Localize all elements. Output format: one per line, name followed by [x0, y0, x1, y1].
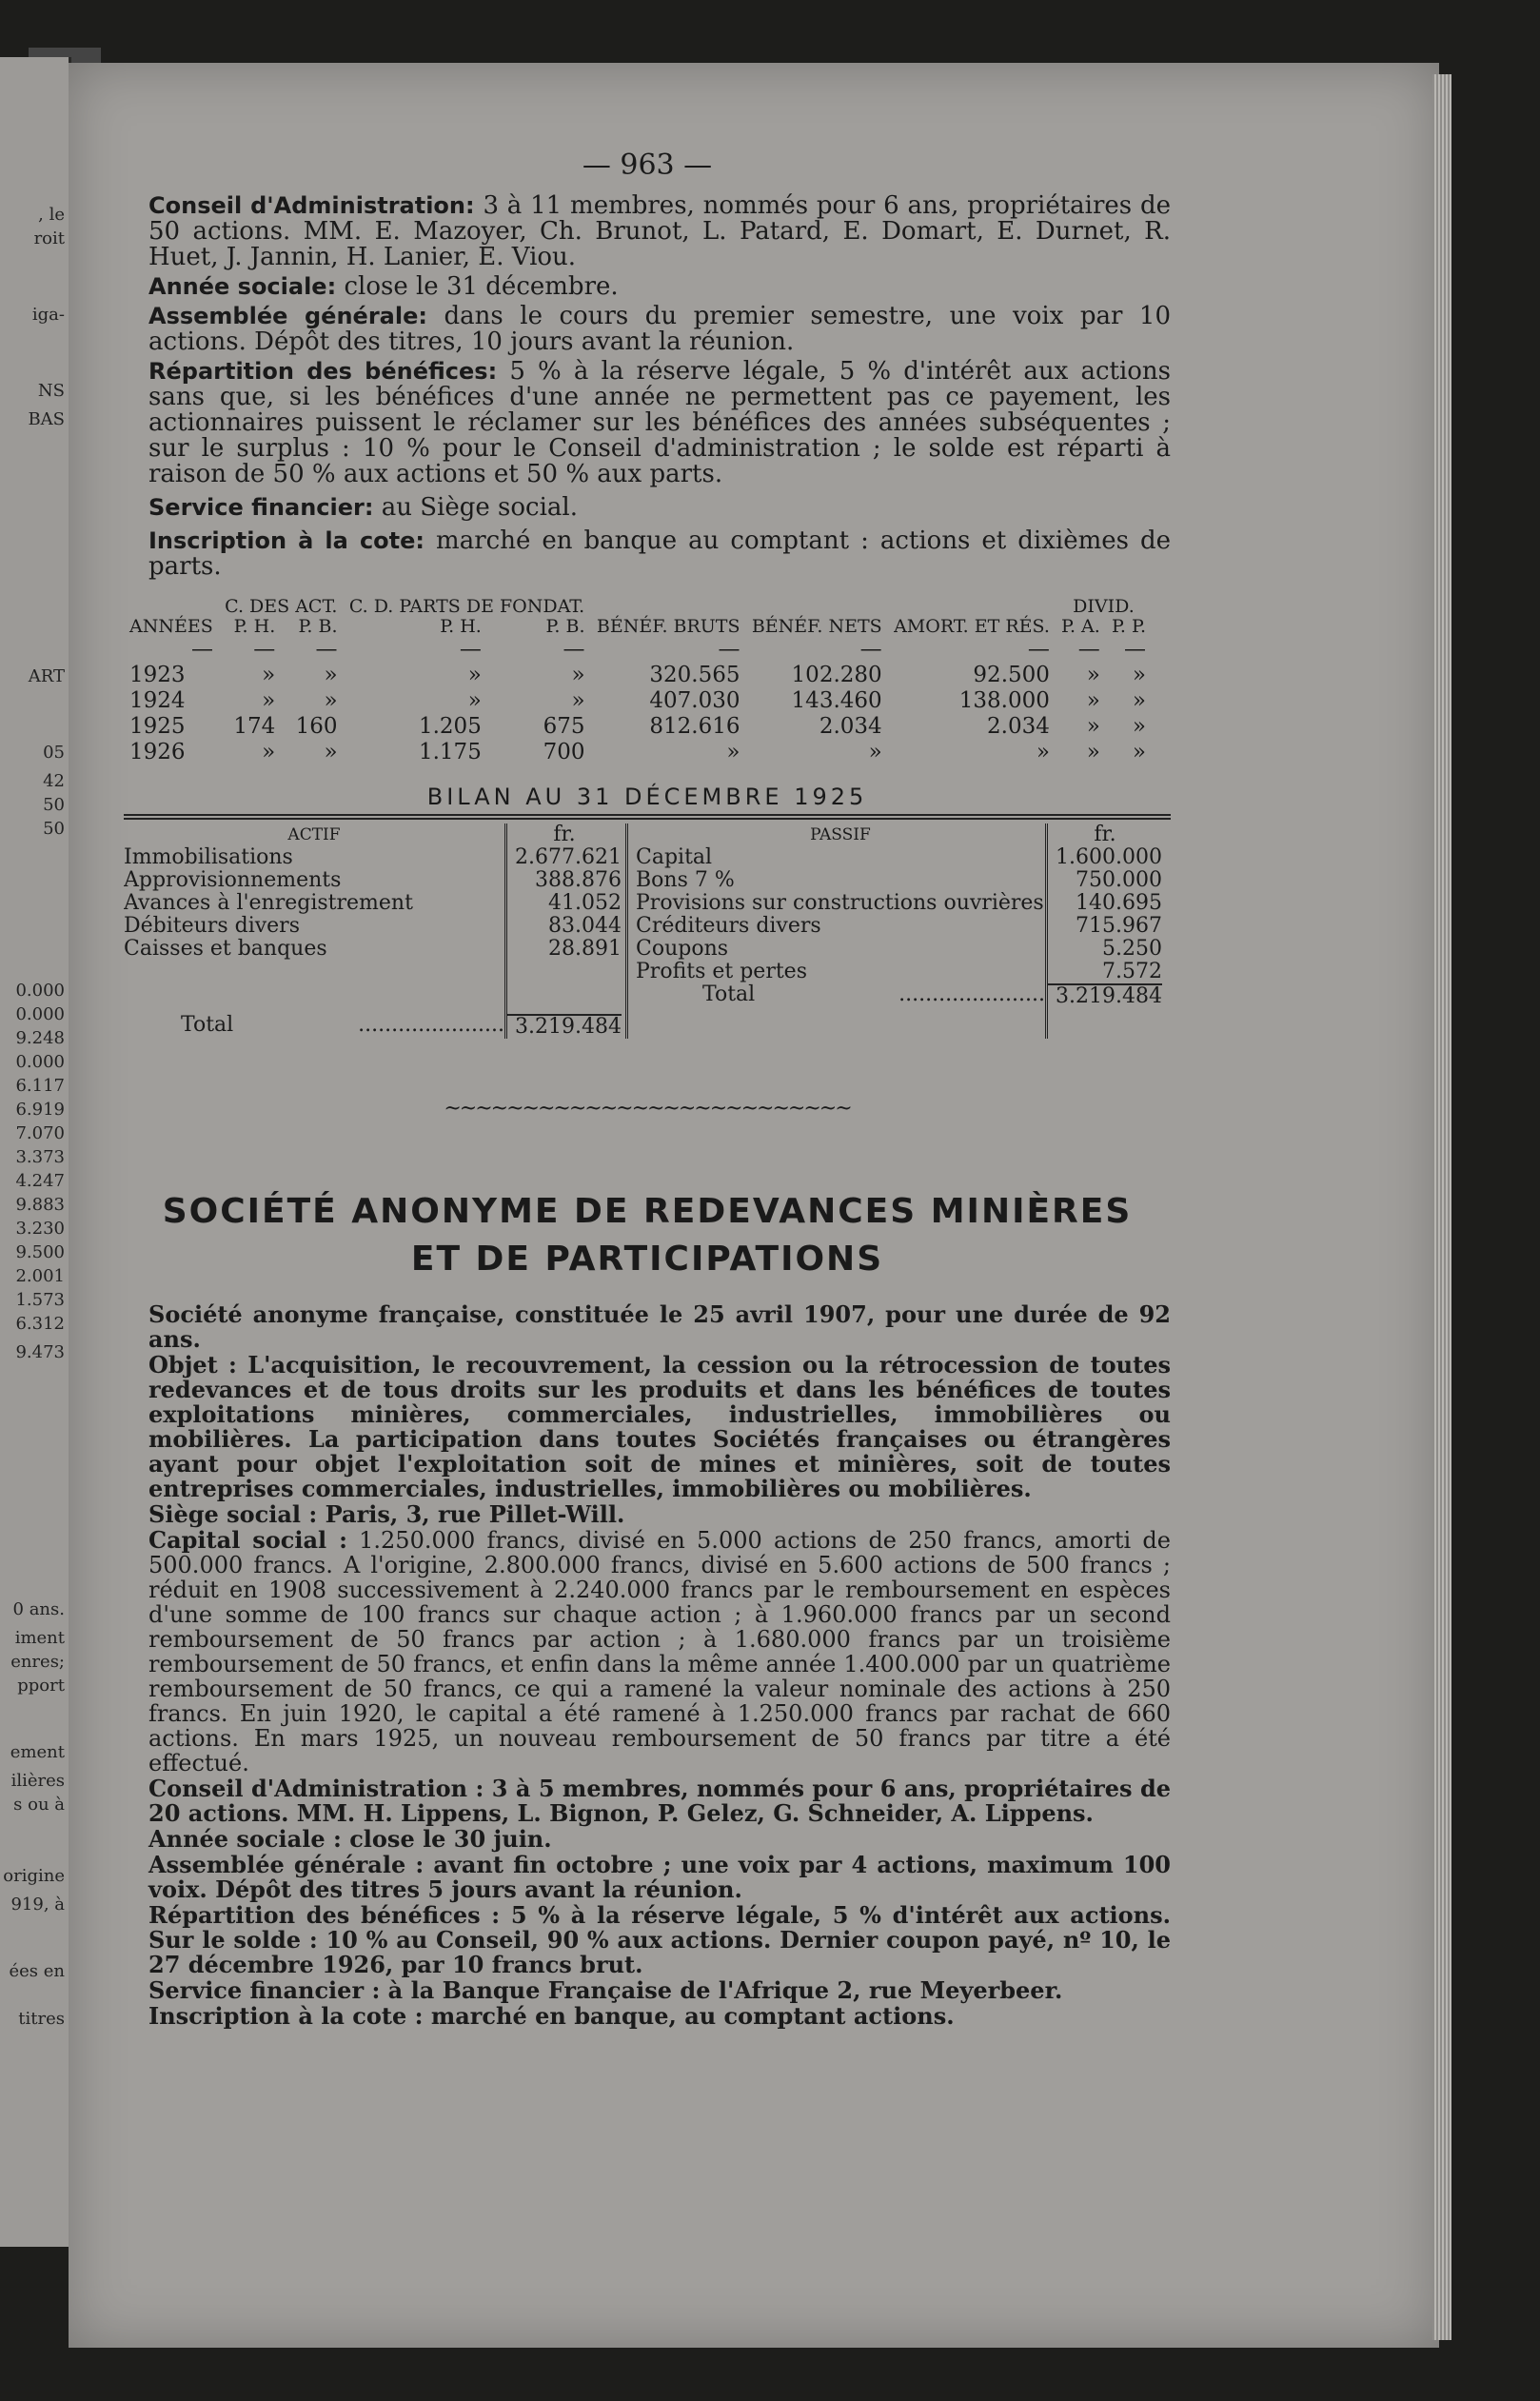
bilan-rule: [124, 814, 1171, 820]
stats-cell: 174: [233, 714, 276, 739]
conseil-paragraph: Conseil d'Administration: 3 à 11 membres, nommés pour 6 ans, propriétaires de 50 actions. MM. E. Mazoyer, Ch. Brunot, L. Patard, E. Domart, E. Durnet, R. Huet, J. Jannin, H. Lanier, E. Viou.: [148, 191, 1172, 271]
stats-row: [124, 688, 1152, 714]
passif-header: PASSIF: [810, 825, 871, 844]
left-page-fragment: 7.070: [15, 1123, 65, 1143]
passif-values: [1048, 823, 1162, 1039]
stats-cell: »: [324, 740, 338, 764]
left-page-fragment: ement: [10, 1742, 65, 1762]
passif-item-label: Bons 7 %: [636, 869, 735, 892]
actif-total: 3.219.484: [507, 1014, 622, 1039]
left-page-fragment: 6.919: [15, 1100, 65, 1120]
stats-cell: »: [262, 740, 276, 764]
stats-header-row: [124, 617, 1152, 637]
stats-header-cell: P. A.: [1061, 616, 1100, 637]
stats-cell: 1.205: [418, 714, 482, 739]
left-page-fragment: s ou à: [13, 1795, 65, 1815]
left-page-fragment: 6.312: [15, 1314, 65, 1334]
group-cd: C. D. PARTS DE FONDAT.: [348, 596, 585, 617]
passif-item-value: 140.695: [1076, 891, 1162, 915]
passif-item-value: 750.000: [1076, 868, 1162, 892]
actif-item-label: Débiteurs divers: [124, 915, 300, 938]
stats-cell: 1926: [129, 740, 186, 764]
stats-cell: 2.034: [987, 714, 1050, 739]
actif-item-value: 28.891: [548, 937, 622, 961]
left-page-fragment: NS: [37, 381, 65, 401]
passif-item-label: Profits et pertes: [636, 961, 807, 983]
left-page-fragment: titres: [18, 2009, 65, 2029]
stats-cell: »: [1086, 740, 1100, 764]
inscription-paragraph: Inscription à la cote: marché en banque au comptant : actions et dixièmes de parts.: [148, 526, 1172, 581]
stats-cell: 320.565: [649, 663, 740, 687]
left-page-fragment: ART: [28, 666, 65, 686]
siege-paragraph: Siège social : Paris, 3, rue Pillet-Will.: [148, 1500, 625, 1528]
passif-item-value: 715.967: [1076, 914, 1162, 938]
stats-cell: »: [1086, 663, 1100, 687]
passif-total-row: Total ......................: [702, 982, 1045, 1006]
left-page-fragment: BAS: [28, 409, 65, 429]
left-page-fragment: 9.473: [15, 1342, 65, 1362]
stats-header-cell: P. P.: [1112, 616, 1146, 637]
left-page-fragment: 0.000: [15, 1004, 65, 1024]
left-page-fragment: 919, à: [10, 1895, 65, 1915]
stats-group-row: [124, 597, 1152, 617]
actif-labels: [124, 823, 507, 1039]
left-page-edge: [0, 57, 71, 2247]
left-page-fragment: ilières: [10, 1771, 65, 1791]
stats-cell: 1923: [129, 663, 186, 687]
stats-cell: 700: [543, 740, 585, 764]
stats-header-cell: ANNÉES: [129, 616, 213, 637]
stats-header-cell: BÉNÉF. BRUTS: [596, 616, 740, 637]
stats-header-cell: AMORT. ET RÉS.: [894, 616, 1050, 637]
stats-cell: »: [1132, 663, 1146, 687]
page-stack-edge: [1432, 74, 1451, 2340]
stats-cell: 675: [543, 714, 585, 739]
actif-item-label: Caisses et banques: [124, 938, 327, 961]
stats-cell: »: [571, 688, 585, 713]
left-page-fragment: 4.247: [15, 1171, 65, 1191]
service2-paragraph: Service financier : à la Banque Française de l'Afrique 2, rue Meyerbeer.: [148, 1976, 1063, 2004]
left-page-fragment: 0.000: [15, 1052, 65, 1072]
actif-currency: fr.: [553, 823, 576, 846]
stats-cell: »: [1086, 688, 1100, 713]
page-number: — 963 —: [582, 149, 713, 182]
left-page-fragment: roit: [33, 228, 65, 248]
passif-item-value: 1.600.000: [1056, 845, 1162, 869]
stats-cell: 1.175: [418, 740, 482, 764]
stats-cell: »: [467, 688, 482, 713]
bilan-title: BILAN AU 31 DÉCEMBRE 1925: [426, 784, 868, 810]
actif-item-value: 2.677.621: [515, 845, 622, 869]
left-page-fragment: 1.573: [15, 1290, 65, 1310]
stats-dash-row: — — — — — — — — — —: [190, 637, 1146, 662]
left-page-fragment: 3.373: [15, 1147, 65, 1167]
company-title-line1: SOCIÉTÉ ANONYME DE REDEVANCES MINIÈRES: [162, 1192, 1133, 1231]
stats-cell: »: [726, 740, 740, 764]
company-details: [124, 1302, 1171, 2029]
stats-row: [124, 740, 1152, 765]
passif-item-value: 7.572: [1102, 960, 1162, 983]
passif-item-label: Coupons: [636, 938, 729, 961]
left-page-fragment: enres;: [10, 1652, 65, 1672]
left-page-fragment: iment: [14, 1628, 65, 1648]
passif-item-value: 5.250: [1102, 937, 1162, 961]
stats-cell: 2.034: [819, 714, 882, 739]
stats-header-cell: P. H.: [233, 616, 276, 637]
left-page-fragment: ées en: [9, 1961, 65, 1981]
left-page-fragment: origine: [3, 1866, 65, 1886]
actif-item-label: Immobilisations: [124, 846, 293, 869]
stats-cell: »: [1086, 714, 1100, 739]
assemblee-paragraph: Assemblée générale: dans le cours du premier semestre, une voix par 10 actions. Dépôt des titres, 10 jours avant la réunion.: [148, 302, 1172, 356]
stats-cell: »: [1036, 740, 1050, 764]
actif-total-row: Total ......................: [181, 1013, 504, 1037]
stats-cell: 138.000: [958, 688, 1050, 713]
bilan-table: [124, 823, 1171, 1039]
stats-cell: »: [571, 663, 585, 687]
stats-body: [124, 637, 1152, 765]
group-divid: DIVID.: [1073, 596, 1135, 617]
stats-cell: 407.030: [649, 688, 740, 713]
repartition-paragraph: Répartition des bénéfices: 5 % à la réserve légale, 5 % d'intérêt aux actions sans que, si les bénéfices d'une année ne permettent pas ce payement, les actionnaires puissent le réclamer sur les bénéfices des années subséquentes ; sur le surplus : 10 % pour le Conseil d'administration ; le solde est réparti à raison de 50 % aux actions et 50 % aux parts.: [148, 357, 1172, 488]
group-cdes: C. DES ACT.: [225, 596, 338, 617]
actif-item-label: Avances à l'enregistrement: [124, 892, 413, 915]
intro-paragraph: Société anonyme française, constituée le 25 avril 1907, pour une durée de 92 ans.: [148, 1300, 1171, 1353]
left-page-fragment: 9.883: [15, 1195, 65, 1215]
service-paragraph: Service financier: au Siège social.: [148, 493, 578, 522]
stats-cell: »: [868, 740, 882, 764]
passif-item-label: Provisions sur constructions ouvrières: [636, 892, 1044, 915]
stats-row: [124, 714, 1152, 740]
inscription2-paragraph: Inscription à la cote : marché en banque, au comptant actions.: [148, 2002, 955, 2030]
conseil2-paragraph: Conseil d'Administration : 3 à 5 membres, nommés pour 6 ans, propriétaires de 20 actions. MM. H. Lippens, L. Bignon, P. Gelez, G. Schneider, A. Lippens.: [148, 1775, 1171, 1827]
stats-header-cell: P. B.: [298, 616, 338, 637]
passif-item-label: Capital: [636, 846, 713, 869]
left-page-fragment: 9.248: [15, 1028, 65, 1048]
stats-header-cell: P. H.: [440, 616, 482, 637]
left-page-fragment: 42: [43, 771, 65, 791]
capital-paragraph: Capital social : 1.250.000 francs, divisé en 5.000 actions de 250 francs, amorti de 500.000 francs. A l'origine, 2.800.000 francs, divisé en 5.600 actions de 500 francs ; réduit en 1908 successivement à 2.240.000 francs par le remboursement en espèces d'une somme de 100 francs sur chaque action ; à 1.960.000 francs par un second remboursement de 50 francs par action ; à 1.680.000 francs par un troisième remboursement de 50 francs, et enfin dans la même année 1.400.000 par un quatrième remboursement de 50 francs, ce qui a ramené la valeur nominale des actions à 250 francs. En juin 1920, le capital a été ramené à 1.250.000 francs par rachat de 660 actions. En mars 1925, un nouveau remboursement de 50 francs par titre a été effectué.: [148, 1526, 1171, 1776]
stats-cell: »: [324, 663, 338, 687]
stats-cell: »: [262, 688, 276, 713]
actif-values: [507, 823, 628, 1039]
page-content: [124, 149, 1172, 2030]
left-page-fragment: , le: [38, 205, 65, 225]
annee2-paragraph: Année sociale : close le 30 juin.: [148, 1825, 552, 1853]
left-page-fragment: 50: [43, 795, 65, 815]
stats-cell: 92.500: [973, 663, 1050, 687]
passif-currency: fr.: [1094, 823, 1116, 846]
passif-total: 3.219.484: [1048, 983, 1162, 1008]
repartition2-paragraph: Répartition des bénéfices : 5 % à la réserve légale, 5 % d'intérêt aux actions. Sur le solde : 10 % au Conseil, 90 % aux actions. Dernier coupon payé, nº 10, le 27 décembre 1926, par 10 francs brut.: [148, 1901, 1171, 1978]
left-page-fragment: 0 ans.: [12, 1599, 65, 1619]
stats-cell: 1925: [129, 714, 186, 739]
actif-item-label: Approvisionnements: [124, 869, 342, 892]
left-page-fragment: iga-: [31, 305, 65, 325]
stats-row: [124, 663, 1152, 688]
stats-cell: »: [1132, 688, 1146, 713]
actif-item-value: 41.052: [548, 891, 622, 915]
passif-labels: [628, 823, 1048, 1039]
stats-cell: »: [1132, 740, 1146, 764]
left-page-fragment: pport: [17, 1676, 65, 1696]
stats-cell: »: [1132, 714, 1146, 739]
stats-header-cell: BÉNÉF. NETS: [751, 616, 882, 637]
left-page-fragment: 0.000: [15, 981, 65, 1001]
stats-cell: »: [324, 688, 338, 713]
stats-cell: »: [262, 663, 276, 687]
stats-cell: 812.616: [649, 714, 740, 739]
annee-paragraph: Année sociale: close le 31 décembre.: [148, 272, 619, 301]
left-page-fragment: 3.230: [15, 1219, 65, 1239]
assemblee2-paragraph: Assemblée générale : avant fin octobre ; une voix par 4 actions, maximum 100 voix. Dépôt des titres 5 jours avant la réunion.: [148, 1851, 1172, 1903]
stats-cell: »: [467, 663, 482, 687]
stats-cell: 1924: [129, 688, 186, 713]
section-separator: ~~~~~~~~~~~~~~~~~~~~~~~~~~: [444, 1097, 851, 1121]
objet-paragraph: Objet : L'acquisition, le recouvrement, la cession ou la rétrocession de toutes redevances et de tous droits sur les produits et dans les bénéfices de toutes exploitations minières, commerciales, industrielles, immobilières ou mobilières. La participation dans toutes Sociétés françaises ou étrangères ayant pour objet l'exploitation soit de mines et minières, soit de toutes entreprises commerciales, industrielles, immobilières ou mobilières.: [148, 1351, 1172, 1502]
stats-header-cell: P. B.: [545, 616, 585, 637]
left-page-fragment: 05: [43, 743, 65, 763]
stats-cell: 160: [295, 714, 338, 739]
left-page-fragment: 50: [43, 819, 65, 839]
company-title-line2: ET DE PARTICIPATIONS: [410, 1240, 884, 1279]
stats-cell: 143.460: [791, 688, 882, 713]
left-page-fragment: 9.500: [15, 1242, 65, 1262]
left-page-fragment: 6.117: [15, 1076, 65, 1096]
left-page-fragment: 2.001: [15, 1266, 65, 1286]
actif-item-value: 388.876: [535, 868, 622, 892]
actif-header: ACTIF: [287, 825, 341, 844]
stats-cell: 102.280: [791, 663, 882, 687]
passif-item-label: Créditeurs divers: [636, 915, 821, 938]
stats-table: [124, 597, 1152, 765]
actif-item-value: 83.044: [548, 914, 622, 938]
